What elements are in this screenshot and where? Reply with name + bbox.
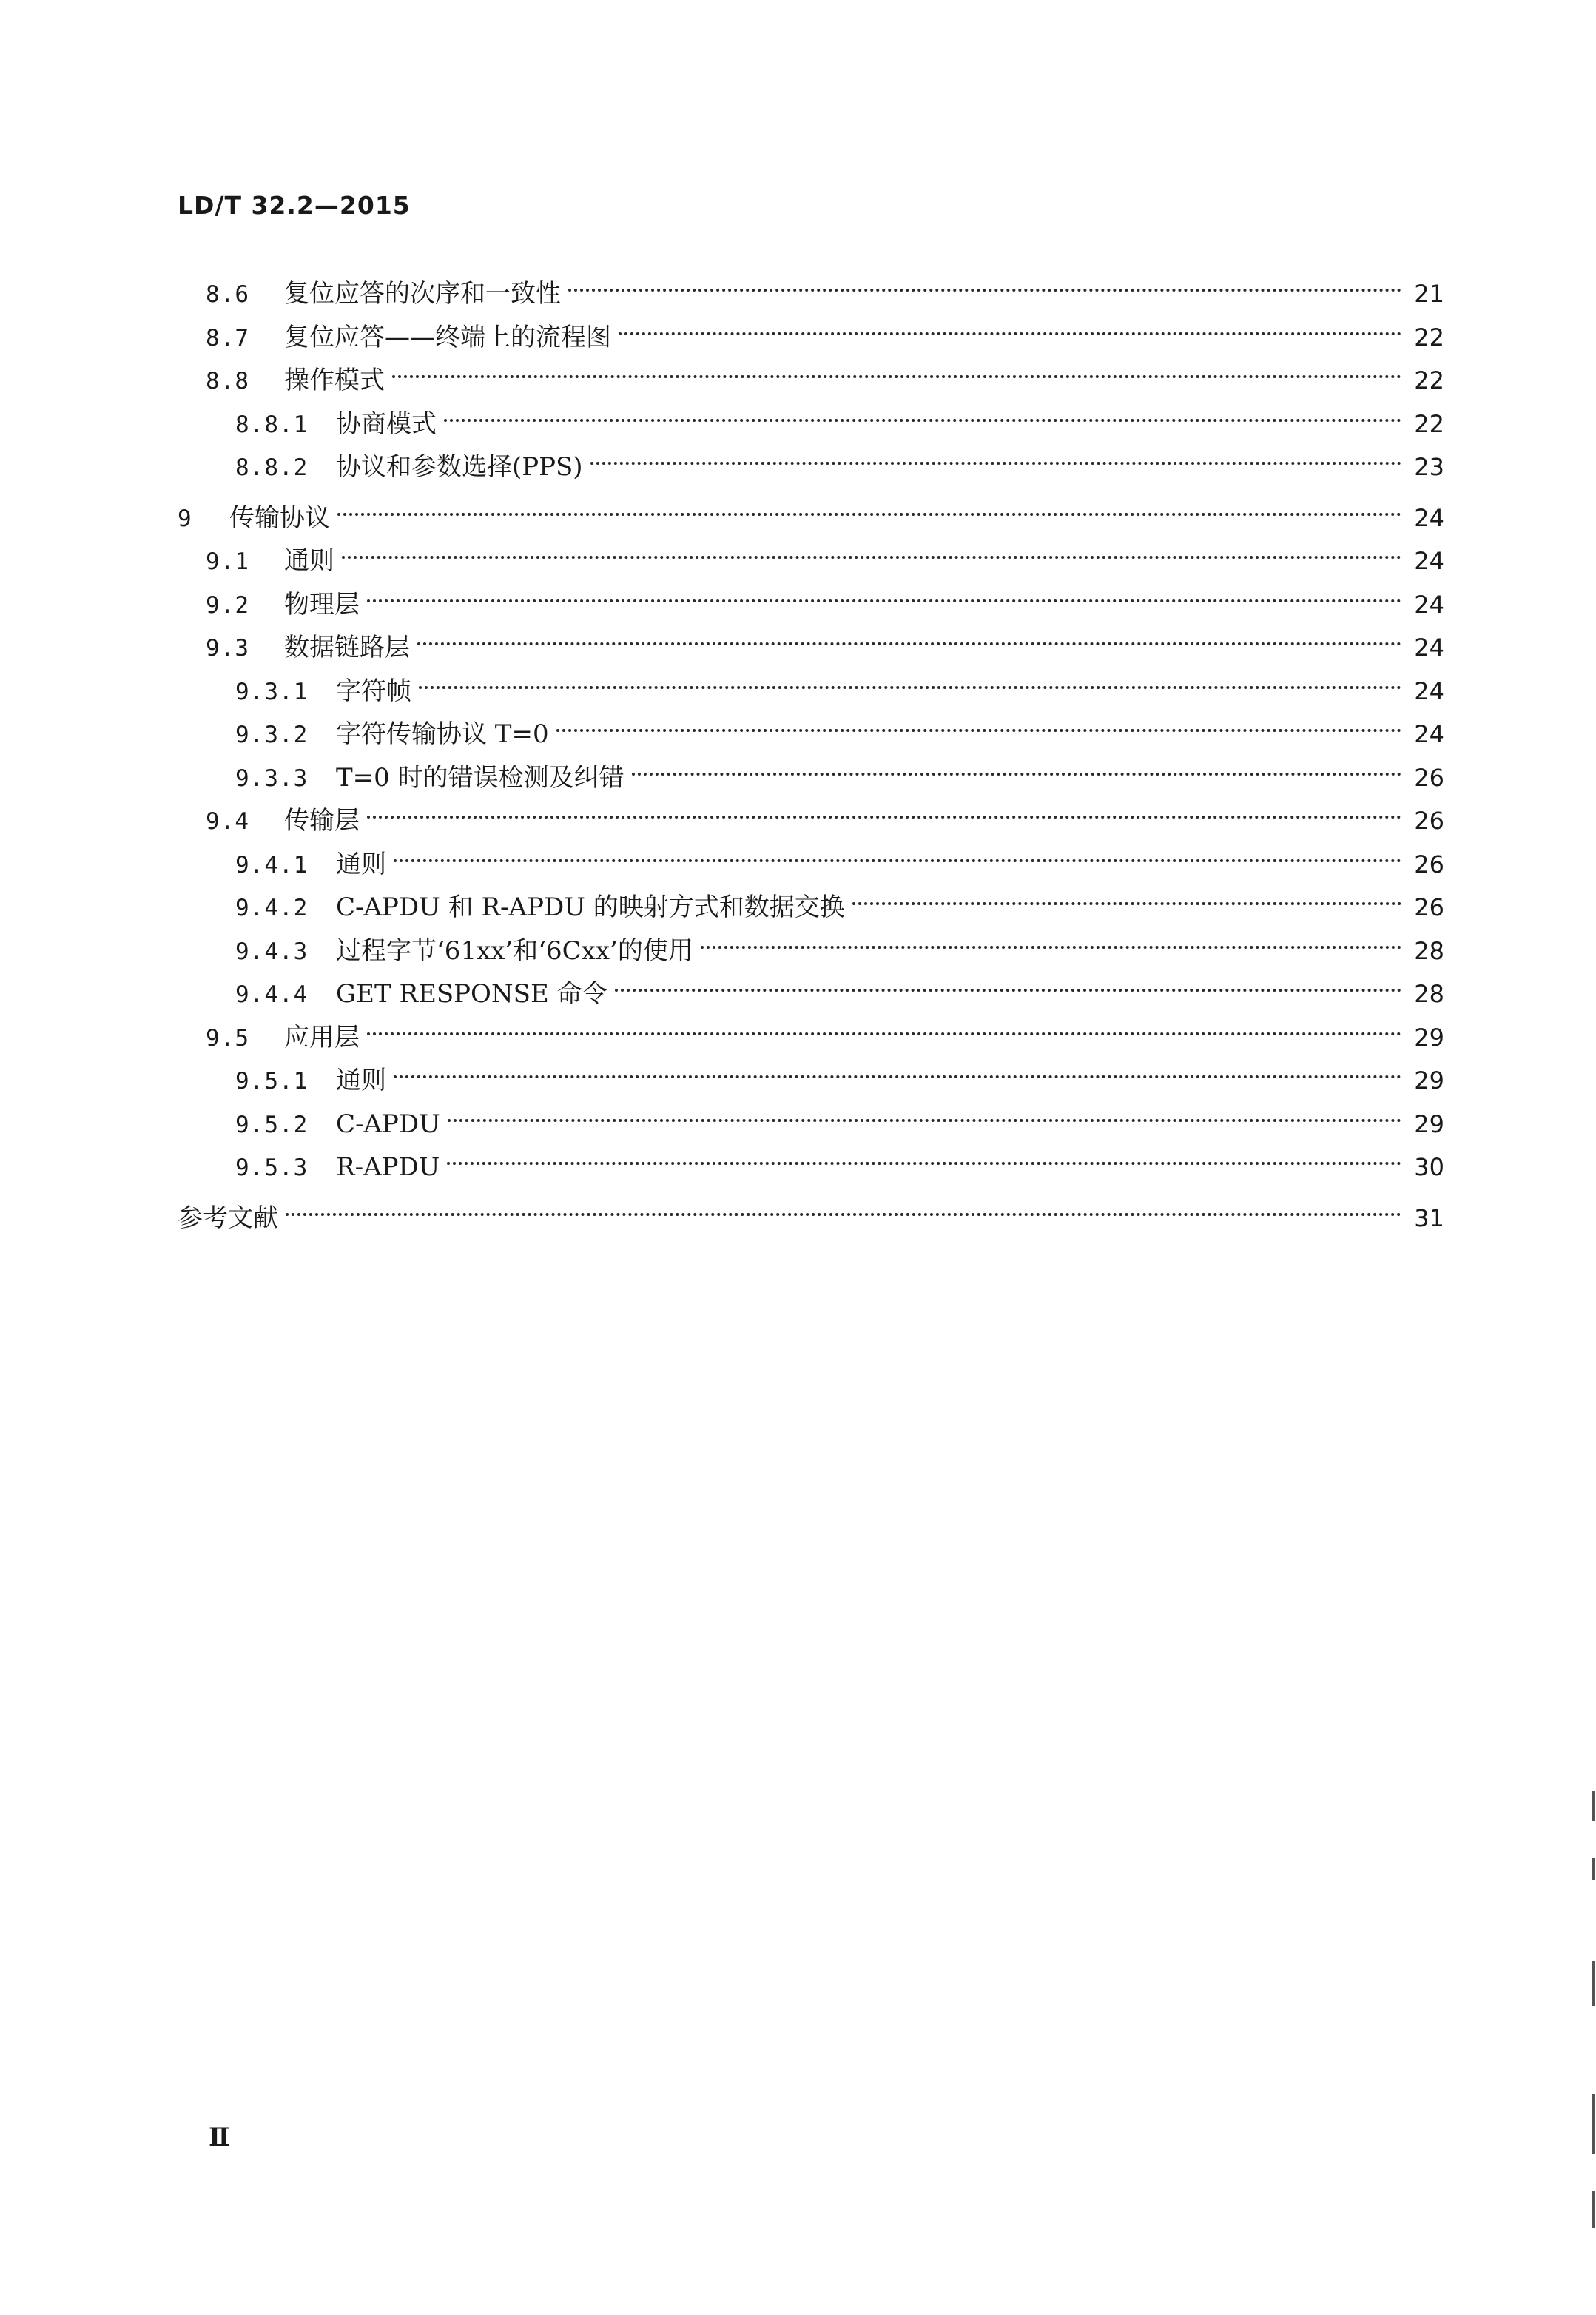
toc-dot-leader	[568, 268, 1401, 302]
toc-entry-title: 复位应答的次序和一致性	[284, 279, 561, 309]
toc-dot-leader	[447, 1141, 1401, 1175]
toc-entry	[235, 398, 1444, 439]
toc-entry	[235, 1098, 1444, 1139]
toc-entry-title: 通则	[336, 1066, 386, 1095]
page-number: Ⅱ	[209, 2123, 230, 2152]
toc-dot-leader	[394, 839, 1401, 873]
toc-dot-leader	[419, 665, 1401, 699]
toc-entry-number: 8.8.2	[235, 454, 309, 481]
toc-entry-page: 24	[1414, 503, 1444, 532]
toc-dot-leader	[367, 579, 1401, 613]
toc-entry	[235, 839, 1444, 879]
toc-entry-title: 数据链路层	[284, 633, 410, 662]
toc-entry-number: 9.4.4	[235, 981, 309, 1008]
toc-entry-title: 通则	[336, 849, 386, 879]
toc-entry-number: 9.3.1	[235, 678, 309, 705]
toc-entry-page: 26	[1414, 763, 1444, 792]
toc-entry	[235, 441, 1444, 482]
toc-entry-title: 传输协议	[229, 503, 330, 533]
toc-entry-page: 26	[1414, 850, 1444, 878]
toc-entry-number: 9.1	[206, 548, 249, 575]
toc-entry	[206, 355, 1444, 395]
toc-dot-leader	[701, 925, 1401, 959]
toc-entry	[206, 268, 1444, 309]
toc-entry-page: 24	[1414, 547, 1444, 575]
toc-entry	[235, 752, 1444, 793]
toc-entry-page: 24	[1414, 676, 1444, 705]
toc-entry-number: 9.3.2	[235, 722, 309, 748]
toc-entry-page: 29	[1414, 1066, 1444, 1095]
toc-entry-page: 26	[1414, 893, 1444, 921]
toc-dot-leader	[444, 398, 1401, 432]
toc-entry-number: 9.5.1	[235, 1068, 309, 1095]
toc-entry	[235, 708, 1444, 749]
toc-entry-title: 过程字节‘61xx’和‘6Cxx’的使用	[336, 935, 693, 966]
toc-entry-title: C-APDU	[336, 1109, 440, 1139]
toc-entry-title: GET RESPONSE 命令	[336, 979, 607, 1009]
toc-entry-page: 24	[1414, 634, 1444, 662]
toc-dot-leader	[556, 708, 1401, 742]
toc-entry-number: 9.4.1	[235, 851, 309, 878]
toc-entry-number: 8.8.1	[235, 411, 309, 438]
toc-dot-leader	[590, 441, 1401, 475]
document-id-header: LD/T 32.2—2015	[178, 191, 411, 220]
toc-entry	[235, 1141, 1444, 1182]
toc-entry-title: 应用层	[284, 1022, 360, 1052]
toc-entry-page: 30	[1414, 1153, 1444, 1181]
toc-entry-number: 8.7	[206, 324, 249, 352]
toc-dot-leader	[286, 1192, 1401, 1226]
toc-entry-page: 21	[1414, 280, 1444, 308]
toc-entry-number: 9.4	[206, 808, 249, 835]
toc-entry	[206, 1012, 1444, 1052]
toc-entry-page: 24	[1414, 720, 1444, 748]
toc-dot-leader	[392, 355, 1401, 389]
toc-entry-number: 9.5.3	[235, 1155, 309, 1181]
toc-dot-leader	[619, 312, 1401, 346]
toc-entry-title: T=0 时的错误检测及纠错	[336, 762, 624, 793]
toc-entry	[235, 1055, 1444, 1095]
toc-dot-leader	[394, 1055, 1401, 1089]
toc-entry-title: 字符帧	[336, 676, 411, 706]
toc-entry-title: 复位应答——终端上的流程图	[284, 322, 611, 352]
toc-entry-title: C-APDU 和 R-APDU 的映射方式和数据交换	[336, 893, 845, 922]
toc-entry-page: 22	[1414, 366, 1444, 394]
toc-entry-title: 操作模式	[284, 366, 385, 395]
toc-entry-number: 9.4.2	[235, 895, 309, 921]
toc-entry-page: 23	[1414, 453, 1444, 481]
scan-edge-marks	[1589, 1776, 1596, 2309]
toc-entry-page: 22	[1414, 409, 1444, 438]
toc-entry	[178, 1192, 1444, 1233]
toc-entry-number: 9	[178, 505, 192, 532]
toc-entry-page: 31	[1414, 1203, 1444, 1232]
toc-entry-number: 9.2	[206, 591, 249, 619]
toc-entry-title: 参考文献	[178, 1203, 278, 1233]
toc-entry-number: 9.5	[206, 1024, 249, 1052]
toc-entry-number: 8.6	[206, 281, 249, 308]
toc-entry	[235, 881, 1444, 922]
toc-entry-number: 9.3	[206, 635, 249, 662]
toc-entry-title: 字符传输协议 T=0	[336, 719, 549, 749]
toc-entry-number: 8.8	[206, 368, 249, 394]
toc-entry-page: 22	[1414, 323, 1444, 352]
toc-dot-leader	[448, 1098, 1401, 1132]
toc-entry-page: 24	[1414, 590, 1444, 619]
toc-entry-title: 协议和参数选择(PPS)	[336, 452, 583, 482]
toc-entry-title: 传输层	[284, 806, 360, 836]
toc-dot-leader	[367, 1012, 1401, 1046]
toc-entry	[178, 492, 1444, 533]
toc-entry	[206, 312, 1444, 352]
toc-entry-page: 26	[1414, 807, 1444, 835]
toc-entry-page: 29	[1414, 1109, 1444, 1138]
toc-entry-number: 9.4.3	[235, 938, 309, 965]
toc-entry	[206, 535, 1444, 576]
toc-dot-leader	[367, 795, 1401, 829]
toc-entry	[235, 925, 1444, 966]
toc-entry	[235, 968, 1444, 1009]
toc-dot-leader	[632, 752, 1401, 786]
toc-entry	[206, 795, 1444, 836]
toc-entry	[206, 579, 1444, 619]
toc-entry-page: 29	[1414, 1023, 1444, 1052]
toc-entry-page: 28	[1414, 980, 1444, 1008]
toc-entry-title: 通则	[284, 546, 334, 576]
toc-entry-title: R-APDU	[336, 1152, 440, 1182]
toc-entry-number: 9.3.3	[235, 765, 309, 792]
toc-entry-number: 9.5.2	[235, 1111, 309, 1138]
toc-entry-page: 28	[1414, 936, 1444, 965]
toc-dot-leader	[337, 492, 1401, 526]
toc-entry	[206, 622, 1444, 662]
toc-entry	[235, 665, 1444, 706]
toc-entry-title: 物理层	[284, 589, 360, 619]
toc-entry-title: 协商模式	[336, 409, 437, 439]
toc-dot-leader	[852, 881, 1401, 915]
toc-dot-leader	[417, 622, 1401, 656]
toc-dot-leader	[615, 968, 1401, 1002]
toc-dot-leader	[342, 535, 1401, 569]
